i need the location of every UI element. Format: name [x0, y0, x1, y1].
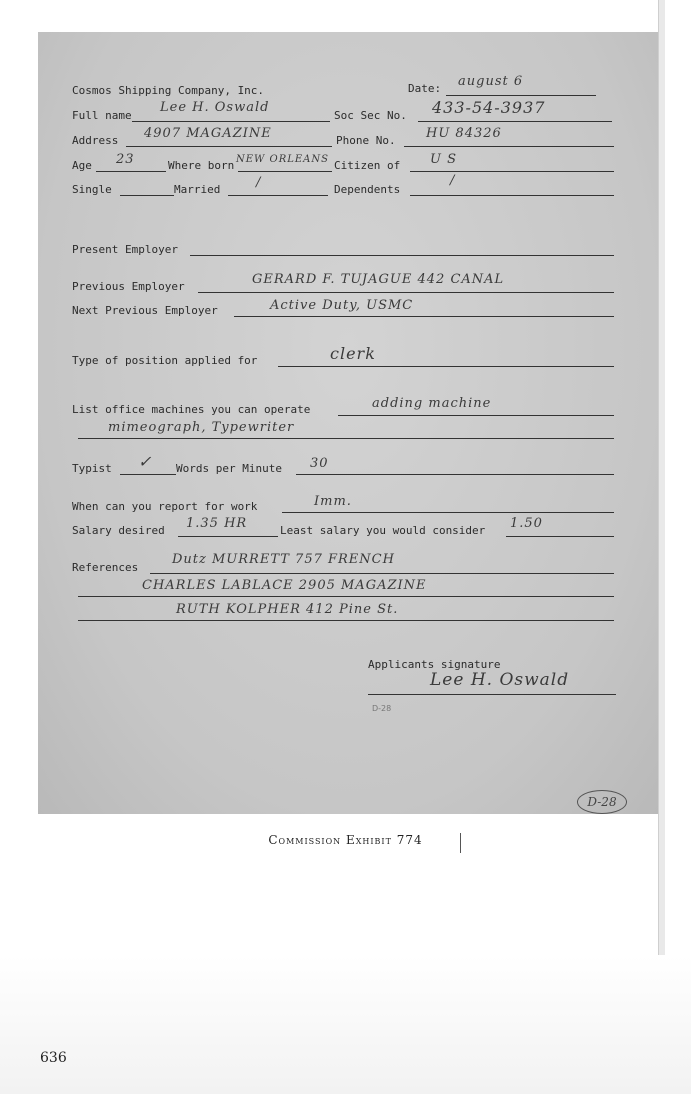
soc-sec-value: 433-54-3937 [432, 98, 546, 117]
address-line [126, 146, 332, 147]
next-previous-employer-line [234, 316, 614, 317]
date-line [446, 95, 596, 96]
reference-line-1 [150, 573, 614, 574]
age-label: Age [72, 159, 92, 172]
address-value: 4907 MAGAZINE [144, 126, 272, 141]
soc-sec-label: Soc Sec No. [334, 109, 407, 122]
exhibit-stamp: D-28 [577, 790, 627, 814]
wpm-label: Words per Minute [176, 462, 282, 475]
reference-value-2: CHARLES LABLACE 2905 MAGAZINE [142, 578, 427, 593]
machines-line-1 [338, 415, 614, 416]
salary-label: Salary desired [72, 524, 165, 537]
signature-label: Applicants signature [368, 658, 501, 671]
full-name-label: Full name [72, 109, 132, 122]
reference-value-3: RUTH KOLPHER 412 Pine St. [176, 602, 399, 617]
machines-line-2 [78, 438, 614, 439]
phone-value: HU 84326 [426, 126, 502, 141]
typist-line [120, 474, 176, 475]
report-line [282, 512, 614, 513]
single-label: Single [72, 183, 112, 196]
citizen-value: U S [430, 152, 457, 167]
reference-line-3 [78, 620, 614, 621]
next-previous-employer-label: Next Previous Employer [72, 304, 218, 317]
married-value: / [256, 175, 262, 190]
married-label: Married [174, 183, 221, 196]
phone-label: Phone No. [336, 134, 396, 147]
date-value: august 6 [458, 74, 524, 89]
application-form-photo [38, 32, 658, 814]
position-value: clerk [330, 344, 376, 363]
signature-line [368, 694, 616, 695]
page-bottom-shade [0, 955, 691, 1094]
citizen-line [410, 171, 614, 172]
report-label: When can you report for work [72, 500, 258, 513]
typist-label: Typist [72, 462, 112, 475]
reference-line-2 [78, 596, 614, 597]
company-name: Cosmos Shipping Company, Inc. [72, 84, 265, 97]
present-employer-line [190, 255, 614, 256]
wpm-value: 30 [310, 456, 329, 471]
address-label: Address [72, 134, 119, 147]
previous-employer-label: Previous Employer [72, 280, 185, 293]
married-line [228, 195, 328, 196]
age-value: 23 [116, 152, 135, 167]
salary-value: 1.35 HR [186, 516, 248, 531]
dependents-line [410, 195, 614, 196]
machines-label: List office machines you can operate [72, 403, 311, 416]
where-born-line [238, 171, 332, 172]
salary-line [178, 536, 278, 537]
dependents-value: / [450, 173, 456, 188]
soc-sec-line [418, 121, 612, 122]
machines-value-2: mimeograph, Typewriter [108, 420, 295, 435]
page-number: 636 [40, 1050, 67, 1066]
previous-employer-line [198, 292, 614, 293]
date-label: Date: [408, 82, 442, 95]
position-label: Type of position applied for [72, 354, 258, 367]
exhibit-caption: Commission Exhibit 774 [268, 833, 423, 847]
dependents-label: Dependents [334, 183, 401, 196]
citizen-label: Citizen of [334, 159, 401, 172]
phone-line [404, 146, 614, 147]
next-previous-employer-value: Active Duty, USMC [270, 298, 414, 313]
report-value: Imm. [314, 494, 352, 509]
wpm-line [296, 474, 614, 475]
age-line [96, 171, 166, 172]
caption-divider [460, 833, 461, 853]
previous-employer-value: GERARD F. TUJAGUE 442 CANAL [252, 272, 505, 287]
full-name-value: Lee H. Oswald [160, 100, 270, 115]
least-salary-value: 1.50 [510, 516, 543, 531]
machines-value-1: adding machine [372, 396, 492, 411]
least-salary-label: Least salary you would consider [280, 524, 486, 537]
reference-value-1: Dutz MURRETT 757 FRENCH [172, 552, 395, 567]
where-born-value: NEW ORLEANS [236, 154, 329, 165]
least-salary-line [506, 536, 614, 537]
page-edge [658, 0, 665, 1094]
signature-value: Lee H. Oswald [430, 670, 570, 690]
present-employer-label: Present Employer [72, 243, 178, 256]
small-mark: D-28 [372, 704, 392, 713]
references-label: References [72, 561, 139, 574]
typist-value: ✓ [138, 452, 153, 471]
full-name-line [132, 121, 330, 122]
where-born-label: Where born [168, 159, 235, 172]
single-line [120, 195, 174, 196]
position-line [278, 366, 614, 367]
